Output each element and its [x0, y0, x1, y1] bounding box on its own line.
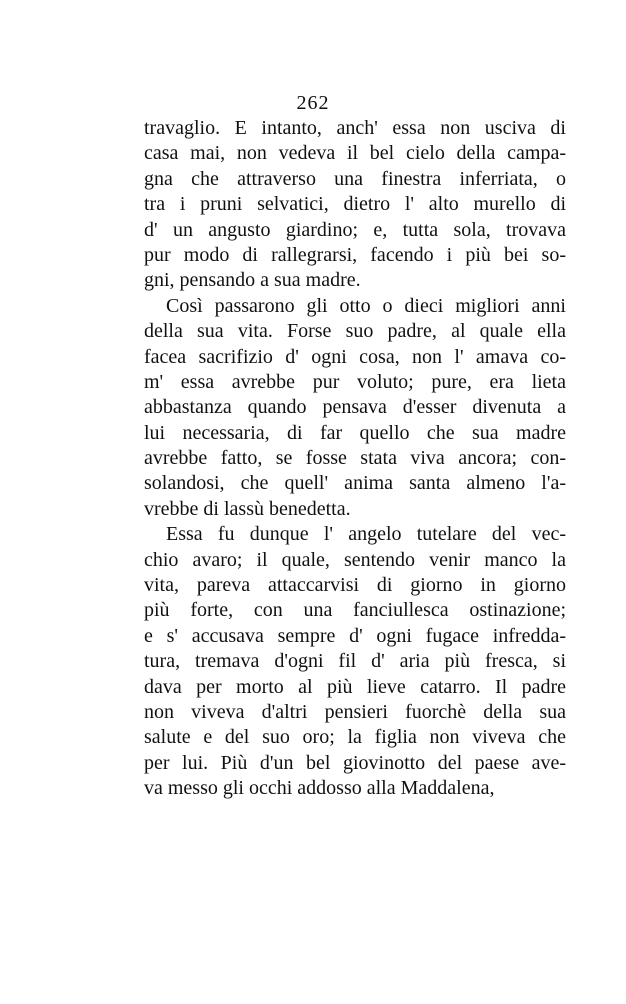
text-line: vita, pareva attaccarvisi di giorno in giorno: [144, 574, 566, 597]
text-line: salute e del suo oro; la figlia non viveva che: [144, 726, 566, 749]
text-line: va messo gli occhi addosso alla Maddalena,: [144, 777, 495, 800]
text-line: dava per morto al più lieve catarro. Il padre: [144, 675, 566, 698]
text-line: abbastanza quando pensava d'esser divenuta a: [144, 396, 566, 419]
text-line: m' essa avrebbe pur voluto; pure, era lieta: [144, 370, 566, 393]
text-line: d' un angusto giardino; e, tutta sola, trovava: [144, 218, 566, 241]
text-line: chio avaro; il quale, sentendo venir manco la: [144, 548, 566, 571]
text-line: facea sacrifizio d' ogni cosa, non l' amava co-: [144, 345, 566, 368]
text-line: vrebbe di lassù benedetta.: [144, 497, 351, 520]
text-line: tra i pruni selvatici, dietro l' alto murello di: [144, 193, 566, 216]
text-line: travaglio. E intanto, anch' essa non usciva di: [144, 117, 566, 139]
text-line: tura, tremava d'ogni fil d' aria più fresca, si: [144, 650, 566, 673]
text-line: Essa fu dunque l' angelo tutelare del vec-: [166, 523, 566, 546]
text-line: casa mai, non vedeva il bel cielo della campa-: [144, 142, 566, 165]
text-line: non viveva d'altri pensieri fuorchè della sua: [144, 700, 566, 723]
text-line: gni, pensando a sua madre.: [144, 269, 361, 292]
text-line: solandosi, che quell' anima santa almeno l'a-: [144, 472, 566, 495]
text-line: più forte, con una fanciullesca ostinazione;: [144, 599, 566, 622]
paragraph: [144, 116, 566, 294]
paragraph: [144, 522, 566, 801]
text-line: avrebbe fatto, se fosse stata viva ancora; con-: [144, 447, 566, 470]
text-line: gna che attraverso una finestra inferriata, o: [144, 167, 566, 190]
text-line: pur modo di rallegrarsi, facendo i più bei so-: [144, 243, 566, 266]
text-line: della sua vita. Forse suo padre, al quale ella: [144, 320, 566, 343]
text-line: Così passarono gli otto o dieci migliori anni: [166, 294, 566, 317]
page-number: 262: [296, 92, 330, 114]
text-line: lui necessaria, di far quello che sua madre: [144, 421, 566, 444]
paragraph: [144, 294, 566, 523]
text-line: e s' accusava sempre d' ogni fugace infredda-: [144, 624, 566, 647]
text-line: per lui. Più d'un bel giovinotto del paese ave-: [144, 751, 566, 774]
page-body-text: [144, 116, 566, 802]
